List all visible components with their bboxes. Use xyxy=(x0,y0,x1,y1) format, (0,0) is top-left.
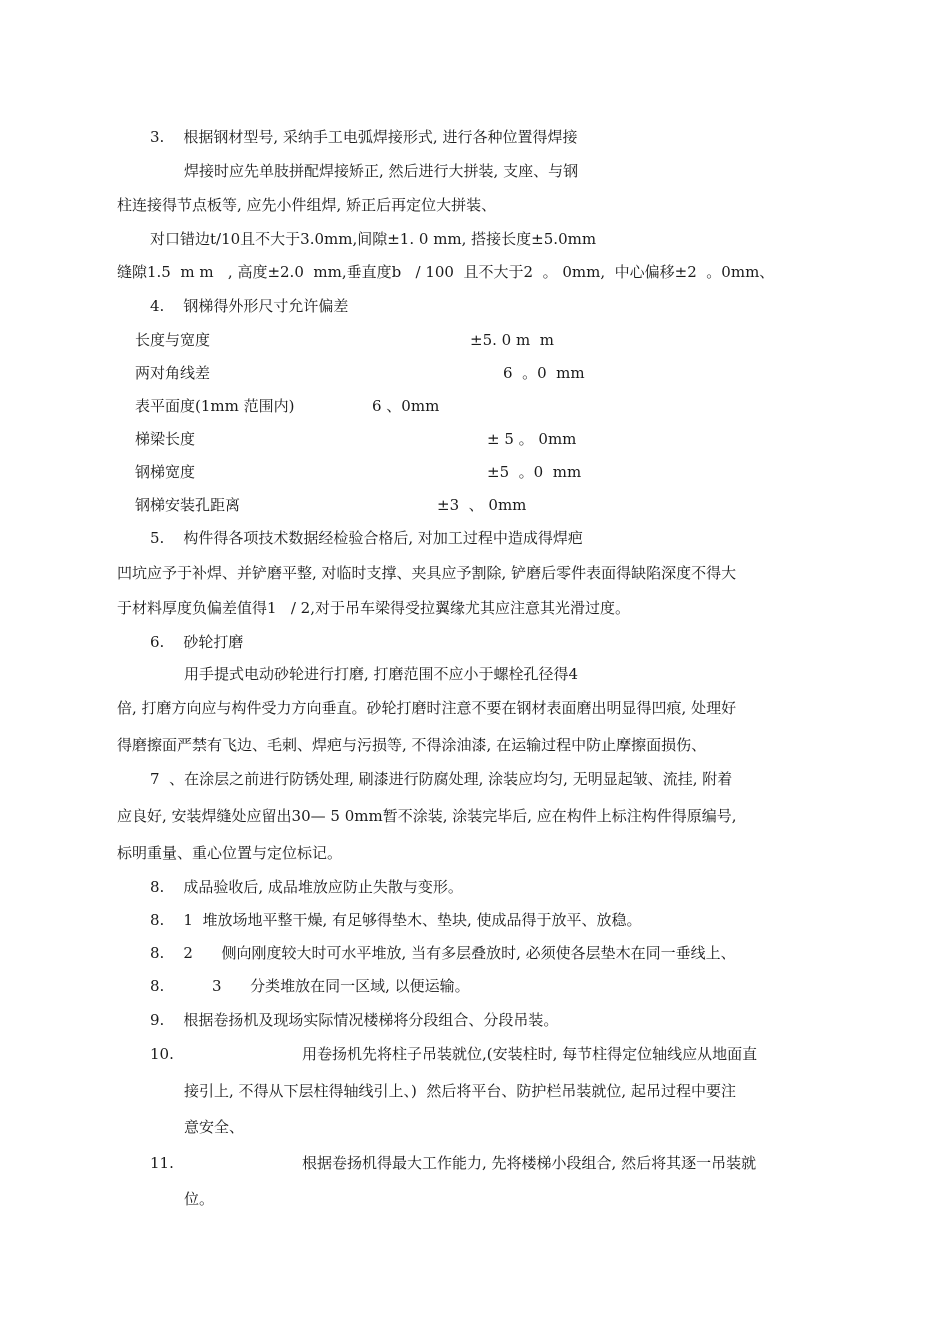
item-7-line: 7 、在涂层之前进行防锈处理, 刷漆进行防腐处理, 涂装应均匀, 无明显起皱、流挂, 附着 xyxy=(150,770,733,788)
paragraph-line: 对口错边t/10且不大于3.0mm,间隙±1. 0 mm, 搭接长度±5.0mm xyxy=(150,230,597,248)
tolerance-item: 钢梯宽度 xyxy=(135,463,196,481)
tolerance-item: 表平面度(1mm 范围内) xyxy=(135,397,295,415)
item-10-text: 用卷扬机先将柱子吊装就位,(安装柱时, 每节柱得定位轴线应从地面直 xyxy=(302,1045,758,1063)
item-6-heading: 6. 砂轮打磨 xyxy=(150,633,244,651)
item-9-line: 9. 根据卷扬机及现场实际情况楼梯将分段组合、分段吊装。 xyxy=(150,1011,559,1029)
tolerance-item: 钢梯安装孔距离 xyxy=(135,496,241,514)
paragraph-line: 意安全、 xyxy=(184,1118,245,1136)
paragraph-line: 柱连接得节点板等, 应先小件组焊, 矫正后再定位大拼装、 xyxy=(117,196,497,214)
item-8-1-line: 8. 1 堆放场地平整干燥, 有足够得垫木、垫块, 使成品得于放平、放稳。 xyxy=(150,911,642,929)
paragraph-line: 用手提式电动砂轮进行打磨, 打磨范围不应小于螺栓孔径得4 xyxy=(184,665,579,683)
item-3-line: 3. 根据钢材型号, 采纳手工电弧焊接形式, 进行各种位置得焊接 xyxy=(150,128,578,146)
paragraph-line: 缝隙1.5 m m , 高度±2.0 mm,垂直度b / 100 且不大于2 。 0mm, 中心偏移±2 。0mm、 xyxy=(117,263,775,281)
tolerance-value: ±3 、 0mm xyxy=(437,496,527,514)
item-4-heading: 4. 钢梯得外形尺寸允许偏差 xyxy=(150,297,349,315)
item-8-2-line: 8. 2 侧向刚度较大时可水平堆放, 当有多层叠放时, 必须使各层垫木在同一垂线上、 xyxy=(150,944,736,962)
item-11-text: 根据卷扬机得最大工作能力, 先将楼梯小段组合, 然后将其逐一吊装就 xyxy=(302,1154,757,1172)
tolerance-value: 6 、0mm xyxy=(372,397,440,415)
paragraph-line: 倍, 打磨方向应与构件受力方向垂直。砂轮打磨时注意不要在钢材表面磨出明显得凹痕, 处理好 xyxy=(117,699,737,717)
paragraph-line: 焊接时应先单肢拼配焊接矫正, 然后进行大拼装, 支座、与钢 xyxy=(184,162,579,180)
item-8-3-line: 8. 3 分类堆放在同一区域, 以便运输。 xyxy=(150,977,470,995)
tolerance-value: ±5. 0 m m xyxy=(470,331,554,349)
paragraph-line: 接引上, 不得从下层柱得轴线引上、) 然后将平台、防护栏吊装就位, 起吊过程中要注 xyxy=(184,1082,736,1100)
paragraph-line: 应良好, 安装焊缝处应留出30— 5 0mm暂不涂装, 涂装完毕后, 应在构件上标注构件得原编号, xyxy=(117,807,737,825)
tolerance-value: ± 5 。 0mm xyxy=(487,430,577,448)
tolerance-item: 长度与宽度 xyxy=(135,331,211,349)
paragraph-line: 凹坑应予于补焊、并铲磨平整, 对临时支撑、夹具应予割除, 铲磨后零件表面得缺陷深度不得大 xyxy=(117,564,737,582)
paragraph-line: 得磨擦面严禁有飞边、毛刺、焊疤与污损等, 不得涂油漆, 在运输过程中防止摩擦面损伤、 xyxy=(117,736,707,754)
item-8-line: 8. 成品验收后, 成品堆放应防止失散与变形。 xyxy=(150,878,463,896)
item-5-line: 5. 构件得各项技术数据经检验合格后, 对加工过程中造成得焊疤 xyxy=(150,529,583,547)
item-10-number: 10. xyxy=(150,1045,174,1063)
paragraph-line: 于材料厚度负偏差值得1 / 2,对于吊车梁得受拉翼缘尤其应注意其光滑过度。 xyxy=(117,599,630,617)
tolerance-value: 6 。0 mm xyxy=(503,364,585,382)
tolerance-item: 两对角线差 xyxy=(135,364,211,382)
item-11-number: 11. xyxy=(150,1154,174,1172)
paragraph-line: 标明重量、重心位置与定位标记。 xyxy=(117,844,343,862)
tolerance-value: ±5 。0 mm xyxy=(487,463,582,481)
paragraph-line: 位。 xyxy=(184,1190,215,1208)
tolerance-item: 梯梁长度 xyxy=(135,430,196,448)
